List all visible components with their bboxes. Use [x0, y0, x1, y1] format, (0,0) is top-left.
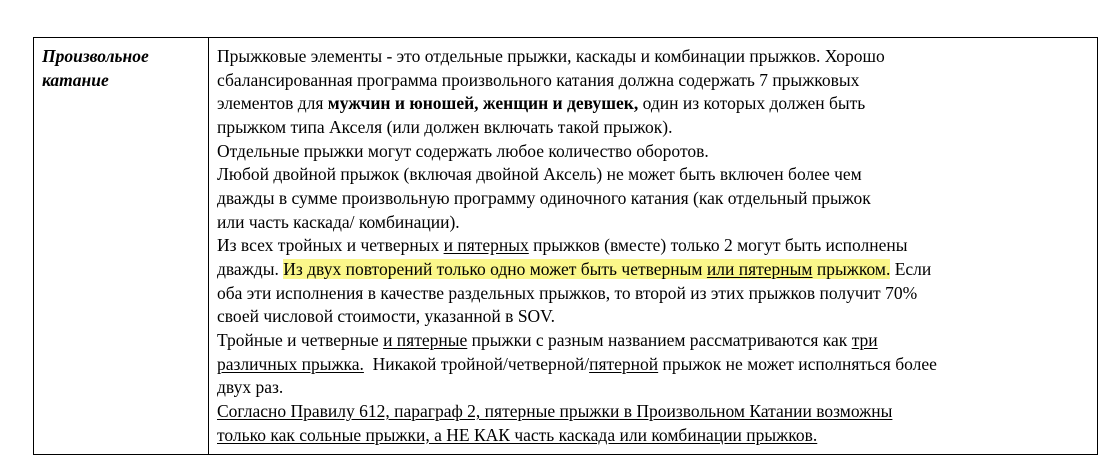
p1-line-3 — [217, 92, 1097, 116]
p3-line-3: или часть каскада/ комбинации). — [217, 211, 460, 232]
p4-line-2 — [217, 258, 1097, 282]
p4-line-2-start: дважды. — [217, 258, 284, 279]
p5-line-2 — [217, 353, 1097, 377]
p1-line-3-end: один из которых должен быть — [638, 93, 866, 114]
p5-line-1-middle: прыжки с разным названием рассматриваются как — [467, 329, 852, 350]
description-cell — [217, 45, 1097, 447]
rule-table — [33, 37, 1098, 455]
p5-underlined-different-jumps: различных прыжка. — [217, 353, 364, 374]
p5-line-2-middle: Никакой тройной/четверной/ — [363, 353, 590, 374]
p4-highlight-part-2: прыжком. — [812, 258, 891, 279]
p5-underlined-quintuple-2: пятерной — [589, 353, 659, 374]
p2-line-1: Отдельные прыжки могут содержать любое количество оборотов. — [217, 140, 709, 161]
p6-line-1: Согласно Правилу 612, параграф 2, пятерные прыжки в Произвольном Катании возможны — [217, 400, 893, 421]
p4-highlight-part-1: Из двух повторений только одно может быть четверным — [283, 258, 707, 279]
p5-line-3: двух раз. — [217, 377, 284, 398]
term-line-2: катание — [42, 69, 109, 90]
p4-highlighted-sentence — [283, 259, 890, 279]
p3-line-2: дважды в сумме произвольную программу одиночного катания (как отдельный прыжок — [217, 187, 871, 208]
p1-bold-categories: мужчин и юношей, женщин и девушек, — [327, 93, 639, 114]
term-line-1: Произвольное — [42, 46, 149, 66]
p4-line-2-end: Если — [890, 258, 932, 279]
p5-underlined-quintuple: и пятерные — [383, 329, 468, 350]
p4-line-1-start: Из всех тройных и четверных — [217, 235, 444, 256]
p4-highlight-underlined: или пятерным — [706, 258, 813, 279]
p1-line-1: Прыжковые элементы - это отдельные прыжки, каскады и комбинации прыжков. Хорошо — [217, 46, 885, 66]
p4-line-4: своей числовой стоимости, указанной в SOV. — [217, 306, 555, 327]
p4-line-3: оба эти исполнения в качестве раздельных прыжков, то второй из этих прыжков получит 70% — [217, 282, 918, 303]
p4-line-1-end: прыжков (вместе) только 2 могут быть исполнены — [528, 235, 908, 256]
p4-underlined-quintuple: и пятерных — [443, 235, 529, 256]
p1-line-4: прыжком типа Акселя (или должен включать такой прыжок). — [217, 116, 673, 137]
p1-line-2: сбалансированная программа произвольного катания должна содержать 7 прыжковых — [217, 69, 860, 90]
p5-line-1 — [217, 329, 1097, 353]
p5-underlined-three: три — [851, 329, 878, 350]
p5-line-1-start: Тройные и четверные — [217, 329, 384, 350]
p4-line-1 — [217, 234, 1097, 258]
p1-line-3-start: элементов для — [217, 93, 328, 114]
p6-line-2: только как сольные прыжки, а НЕ КАК часть каскада или комбинации прыжков. — [217, 424, 818, 445]
term-cell — [42, 45, 202, 92]
p3-line-1: Любой двойной прыжок (включая двойной Аксель) не может быть включен более чем — [217, 164, 862, 185]
p5-line-2-end: прыжок не может исполняться более — [658, 353, 937, 374]
column-divider — [208, 38, 209, 454]
